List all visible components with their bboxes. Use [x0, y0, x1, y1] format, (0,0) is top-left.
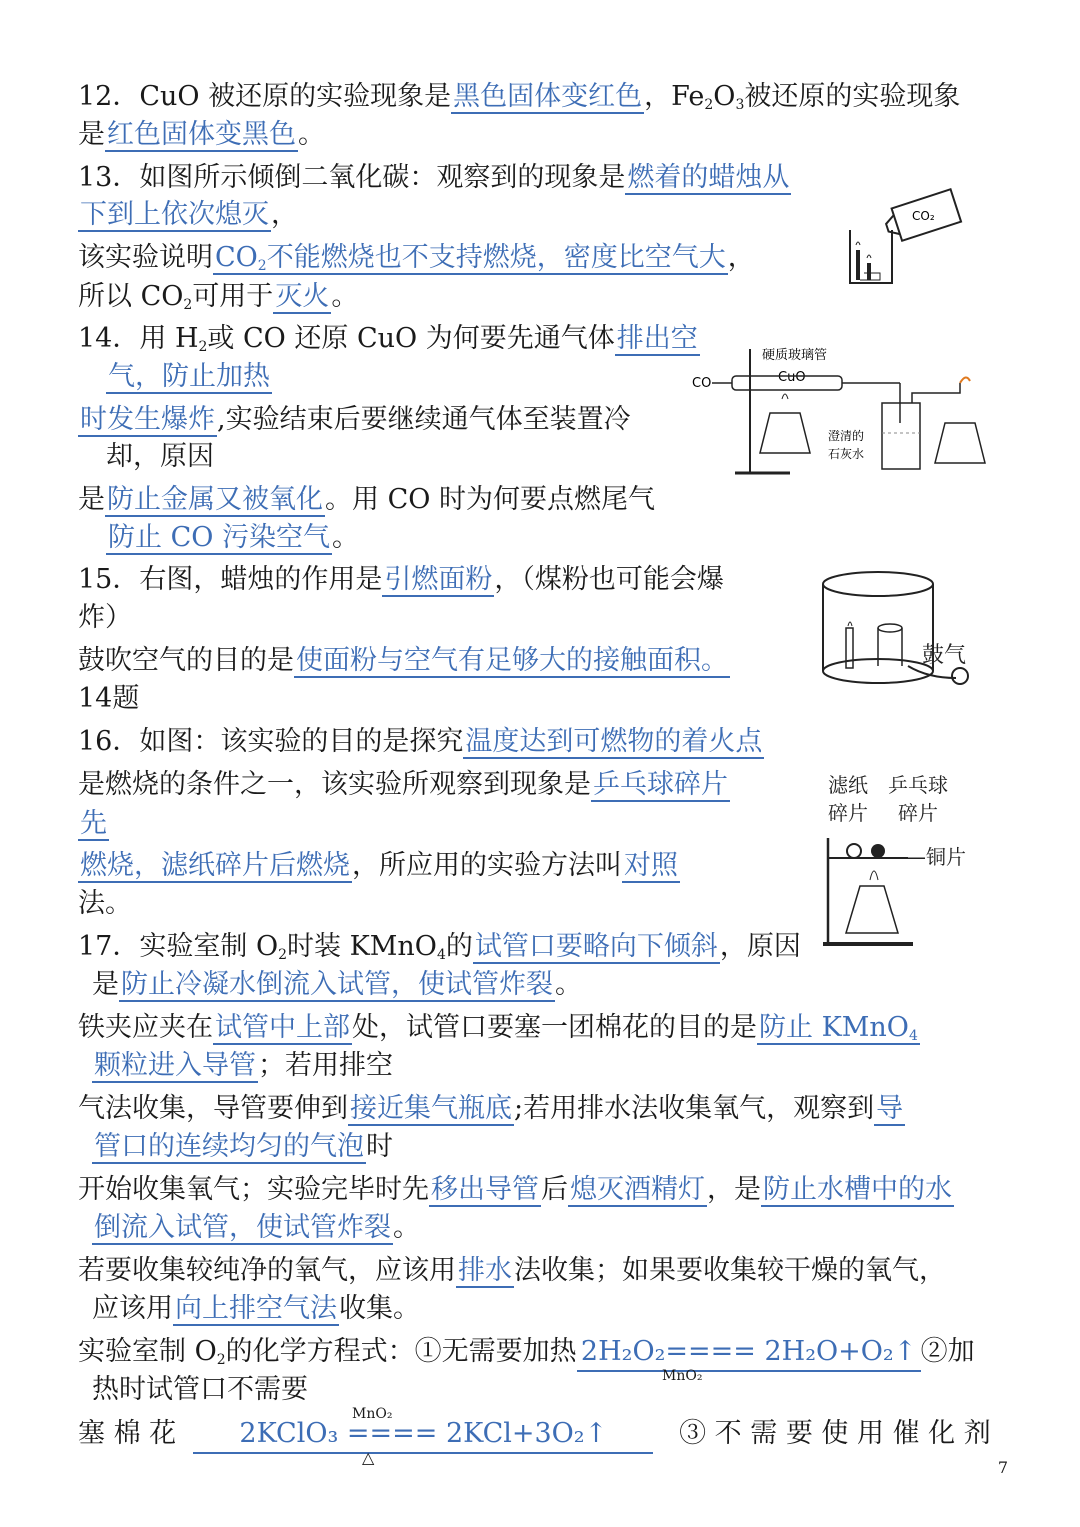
q16-text-a: 16．如图：该实验的目的是探究	[78, 726, 464, 757]
q14-answer-1b: 气，防止加热	[108, 361, 270, 392]
q13-answer-3: 灭火	[275, 281, 330, 312]
q16-answer-3: 对照	[624, 850, 678, 881]
q15-text-a: 15．右图，蜡烛的作用是	[78, 564, 383, 595]
q17-text-b: 时装 KMnO	[287, 931, 437, 962]
q17-answer-7: 移出导管	[431, 1174, 539, 1205]
q15-answer-2: 使面粉与空气有足够大的接触面积。	[296, 645, 728, 676]
q17-answer-6a: 导	[876, 1093, 904, 1124]
q17-text-a: 17．实验室制 O	[78, 931, 279, 962]
q13-line3: 该实验说明$CO_2$不能燃烧也不支持燃烧，密度比空气大，	[78, 242, 755, 274]
q16-line2	[78, 767, 730, 803]
q16-line5	[78, 886, 132, 922]
q14-line3	[78, 402, 631, 438]
hard-glass-tube-label: 硬质玻璃管	[762, 348, 828, 363]
q17-text-u: 实验室制 O	[78, 1336, 217, 1367]
q17-text-i: ；若用排空	[258, 1050, 393, 1081]
q16-line4	[78, 848, 680, 884]
q17-answer-8: 熄灭酒精灯	[570, 1174, 705, 1205]
q13-text-g: 。	[331, 281, 359, 312]
q14-text-f: 。用 CO 时为何要点燃尾气	[325, 484, 655, 515]
q17-line9	[78, 1253, 946, 1289]
q17-line5	[78, 1091, 905, 1127]
q13-line4: 所以 $CO_2$可用于灭火。	[78, 281, 359, 313]
q17-answer-1: 试管口要略向下倾斜	[474, 931, 718, 962]
q12-text-e: 。	[298, 119, 325, 150]
q13-text-a: 13．如图所示倾倒二氧化碳：观察到的现象是	[78, 162, 626, 193]
q17-answer-10: 排水	[458, 1255, 512, 1286]
q17-line11: 实验室制 $O_2$的化学方程式：①无需要加热 2H₂O₂==== 2H₂O+O₂↑ ②加	[78, 1334, 975, 1372]
q17-line4	[92, 1048, 393, 1084]
q17-text-v: 的化学方程式：①无需要加热	[225, 1336, 577, 1367]
q14-text-g: 。	[331, 522, 359, 553]
q17-line7	[78, 1172, 954, 1208]
q17-text-q: 若要收集较纯净的氧气，应该用	[78, 1255, 456, 1286]
filter-paper-label-2: 碎片	[828, 801, 868, 825]
q15-text-e: 14题	[78, 683, 140, 714]
q14-text-b: 或 CO 还原 CuO 为何要先通气体	[207, 323, 615, 354]
filter-paper-label-1: 滤纸	[828, 773, 868, 797]
q12-text-c: 被还原的实验现象	[744, 81, 961, 112]
q12-text-d: 是	[78, 119, 105, 150]
limewater-label-2: 石灰水	[828, 447, 865, 461]
q17-line10	[92, 1291, 420, 1327]
q17-text-c: 的	[445, 931, 473, 962]
q17-answer-4a: 防止 KMnO	[759, 1012, 909, 1043]
q12-answer-2: 红色固体变黑色	[107, 119, 296, 150]
q16-text-c: ，所应用的实验方法叫	[352, 850, 622, 881]
q14-text-d: 却，原因	[106, 441, 214, 472]
q17-text-o: ，是	[707, 1174, 761, 1205]
q14-line2	[106, 359, 272, 395]
q17-answer-9a: 防止水槽中的水	[763, 1174, 952, 1205]
q14-line1: 14．用 $H_2$或 CO 还原 CuO 为何要先通气体排出空	[78, 323, 698, 355]
q17-text-k: ;若用排水法收集氧气，观察到	[514, 1093, 875, 1124]
q17-text-m: 开始收集氧气；实验完毕时先	[78, 1174, 429, 1205]
q13-text-e: 所以 CO	[78, 281, 184, 312]
q13-text-c: 该实验说明	[78, 242, 213, 273]
q17-line13	[78, 1416, 991, 1454]
q17-text-r: 法收集；如果要收集较干燥的氧气，	[514, 1255, 946, 1286]
q17-line12	[92, 1372, 308, 1408]
q14-line4	[106, 439, 214, 475]
q13-answer-1a: 燃着的蜡烛从	[627, 162, 790, 193]
ignition-point-figure	[818, 768, 968, 950]
q12-text-a: 12．CuO 被还原的实验现象是	[78, 81, 452, 112]
q17-text-t: 收集。	[339, 1293, 420, 1324]
dust-explosion-figure	[818, 566, 978, 694]
q17-eq2-heat-symbol: △	[362, 1448, 375, 1467]
q15-line4	[78, 681, 139, 717]
q13-line1	[78, 160, 791, 196]
q16-line3	[78, 806, 109, 842]
q16-text-d: 法。	[78, 888, 132, 919]
q17-text-g: 铁夹应夹在	[78, 1012, 213, 1043]
limewater-label-1: 澄清的	[828, 429, 865, 443]
q12-line1: 12．CuO 被还原的实验现象是黑色固体变红色，$Fe_2O_3$被还原的实验现象	[78, 81, 961, 113]
q12-line2	[78, 117, 325, 153]
q13-answer-2b: 不能燃烧也不支持燃烧，密度比空气大	[266, 242, 726, 273]
q17-text-n: 后	[541, 1174, 568, 1205]
copper-sheet-label: —铜片	[906, 845, 966, 869]
q13-text-d: ，	[727, 242, 755, 273]
q14-text-c: ,实验结束后要继续通气体至装置冷	[217, 404, 631, 435]
q17-equation-1: 2H₂O₂==== 2H₂O+O₂↑	[577, 1334, 921, 1372]
q17-text-j: 气法收集，导管要伸到	[78, 1093, 348, 1124]
q17-answer-3: 试管中上部	[215, 1012, 350, 1043]
q16-text-b: 是燃烧的条件之一，该实验所观察到现象是	[78, 769, 591, 800]
q15-answer-1: 引燃面粉	[384, 564, 493, 595]
q13-line2	[78, 197, 298, 233]
q17-line6	[92, 1129, 393, 1165]
q14-text-a: 14．用 H	[78, 323, 199, 354]
q17-text-h: 处，试管口要塞一团棉花的目的是	[352, 1012, 757, 1043]
q17-line3: 铁夹应夹在试管中上部处，试管口要塞一团棉花的目的是防止 KMnO$_4$	[78, 1012, 918, 1044]
q17-answer-9b: 倒流入试管，使试管炸裂	[94, 1212, 391, 1243]
q17-text-f: 。	[555, 969, 582, 1000]
q17-text-l: 时	[366, 1131, 393, 1162]
co-label: CO	[692, 376, 712, 391]
q15-text-d: 鼓吹空气的目的是	[78, 645, 294, 676]
q15-line3	[78, 643, 730, 679]
q14-line5	[78, 482, 655, 518]
blow-air-label: 鼓气	[922, 643, 967, 668]
q15-line2	[78, 600, 132, 636]
q17-answer-4b: 颗粒进入导管	[94, 1050, 256, 1081]
co2-label: CO₂	[912, 209, 935, 223]
q13-text-b: ，	[271, 199, 298, 230]
pingpong-label-2: 碎片	[898, 801, 938, 825]
q17-line2	[92, 967, 582, 1003]
q13-text-f: 可用于	[192, 281, 274, 312]
co2-pouring-figure	[840, 185, 970, 290]
q14-answer-3: 防止 CO 污染空气	[108, 522, 330, 553]
q17-line1: 17．实验室制 $O_2$时装 KMnO$_4$的试管口要略向下倾斜，原因	[78, 931, 801, 963]
q17-answer-5: 接近集气瓶底	[350, 1093, 512, 1124]
q16-answer-2a: 乒乓球碎片	[593, 769, 728, 800]
q17-line8	[92, 1210, 420, 1246]
q17-text-w: ②加	[920, 1336, 975, 1367]
q13-answer-1b: 下到上依次熄灭	[80, 199, 269, 230]
q13-answer-2a: CO	[215, 242, 258, 273]
q17-answer-2: 防止冷凝水倒流入试管，使试管炸裂	[121, 969, 553, 1000]
q17-eq2-catalyst: MnO₂	[352, 1406, 393, 1422]
q17-answer-11: 向上排空气法	[175, 1293, 337, 1324]
q17-eq1-catalyst: MnO₂	[662, 1368, 703, 1384]
q17-text-y: 塞 棉 花	[78, 1418, 177, 1449]
q16-answer-2b: 先	[80, 808, 107, 839]
q14-answer-1c: 时发生爆炸	[80, 404, 215, 435]
q16-line1	[78, 724, 764, 760]
q12-answer-1: 黑色固体变红色	[453, 81, 643, 112]
q14-answer-1a: 排出空	[616, 323, 698, 354]
pingpong-label-1: 乒乓球	[888, 773, 948, 797]
page-number: 7	[997, 1458, 1008, 1477]
q15-text-b: ，（煤粉也可能会爆	[494, 564, 724, 595]
q16-answer-2c: 燃烧，滤纸碎片后燃烧	[80, 850, 350, 881]
q17-text-s: 应该用	[92, 1293, 173, 1324]
q17-text-e: 是	[92, 969, 119, 1000]
q17-text-z: ③ 不 需 要 使 用 催 化 剂	[679, 1418, 991, 1449]
q12-text-b: ，Fe	[644, 81, 705, 112]
q17-text-d: ，原因	[719, 931, 801, 962]
q17-equation-2: 2KClO₃ ==== 2KCl+3O₂↑	[193, 1416, 653, 1454]
q17-text-x: 热时试管口不需要	[92, 1374, 308, 1405]
co-reduction-apparatus-figure	[690, 343, 990, 483]
q15-line1	[78, 562, 724, 598]
q17-answer-6b: 管口的连续均匀的气泡	[94, 1131, 364, 1162]
q14-line6	[106, 520, 359, 556]
q14-text-e: 是	[78, 484, 105, 515]
q15-text-c: 炸）	[78, 602, 132, 633]
q17-text-p: 。	[393, 1212, 420, 1243]
q14-answer-2: 防止金属又被氧化	[107, 484, 323, 515]
cuo-label: CuO	[778, 370, 806, 385]
q16-answer-1: 温度达到可燃物的着火点	[465, 726, 763, 757]
